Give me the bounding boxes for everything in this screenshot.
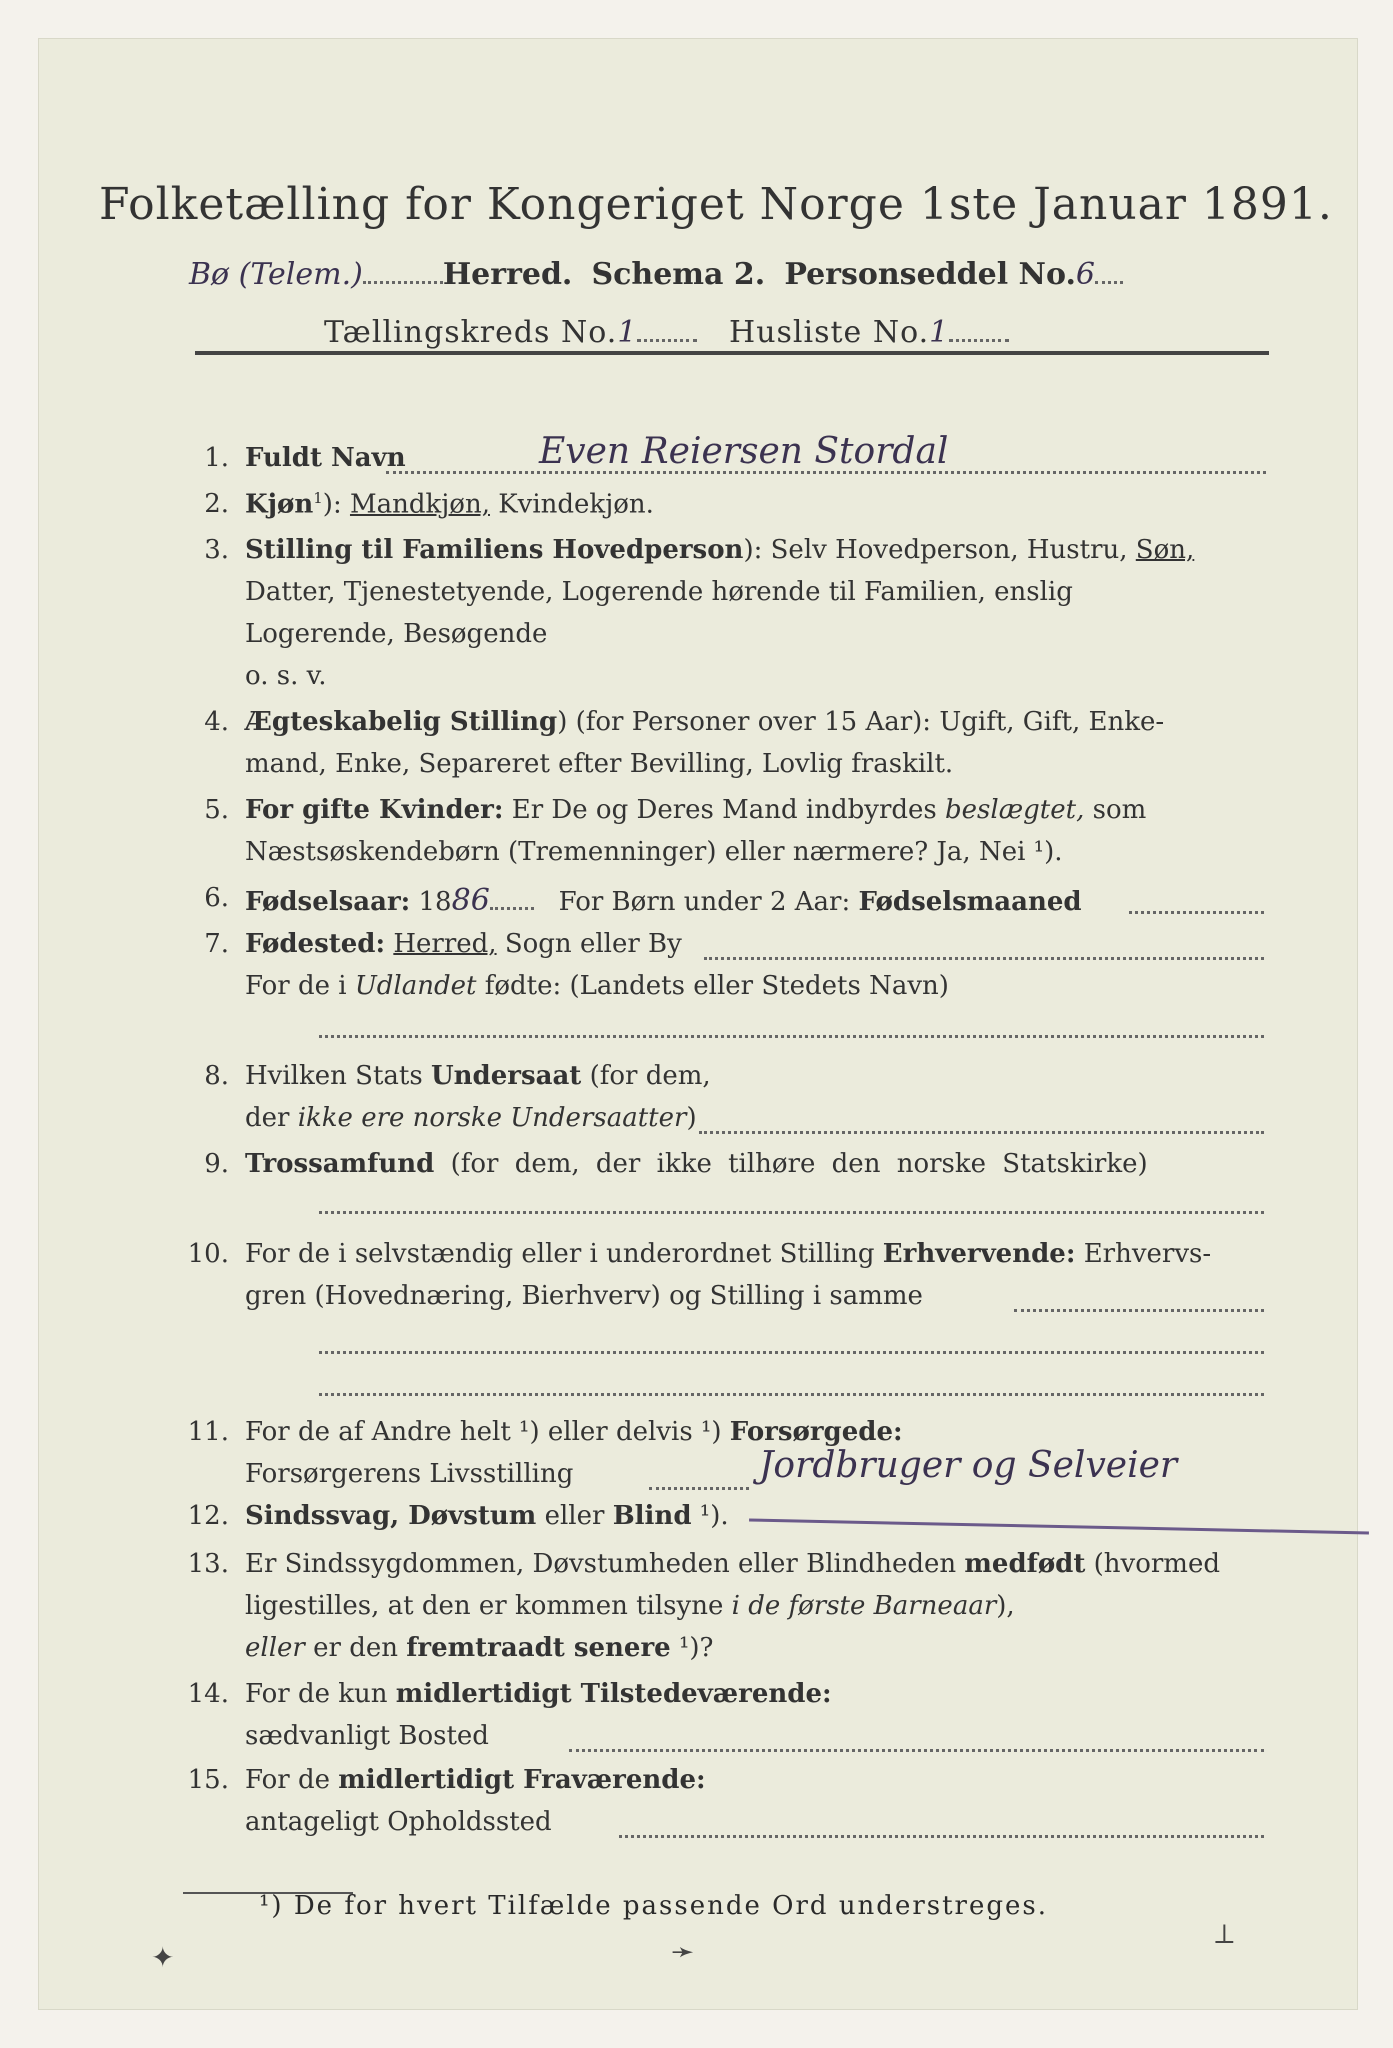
q13-line3-italic: eller (245, 1633, 305, 1663)
q10-number: 10. (187, 1239, 229, 1269)
q13-line2 (245, 1591, 1015, 1621)
q9-label: Trossamfund (245, 1149, 435, 1179)
q6-prefix: 18 (410, 887, 452, 917)
personseddel-label: Personseddel No. (784, 257, 1076, 292)
q5-line2: Næstsøskendebørn (Tremenninger) eller nærmere? Ja, Nei ¹). (245, 837, 1063, 867)
q13-medfodt-label: medfødt (964, 1549, 1086, 1579)
q8-line2 (245, 1103, 697, 1133)
q15-label: midlertidigt Fraværende: (338, 1765, 706, 1795)
q10-dotline-1 (1014, 1309, 1264, 1312)
q12-end: ¹). (691, 1501, 729, 1531)
q7-line2-a: For de i (245, 971, 355, 1001)
herred-line (189, 257, 1123, 292)
q12-blind-label: Blind (612, 1501, 692, 1531)
q13-line2-italic: i de første Barneaar (731, 1591, 997, 1621)
q9-number: 9. (204, 1149, 229, 1179)
q2-sup: 1 (313, 489, 323, 507)
q11-line2: Forsørgerens Livsstilling (245, 1459, 574, 1489)
q7-answer-dotline (319, 1035, 1264, 1038)
q13-line2-b: ), (996, 1591, 1015, 1621)
herred-label: Herred. (442, 257, 573, 292)
q10-dotline-2 (319, 1351, 1264, 1354)
schema-label: Schema 2. (591, 257, 766, 292)
q5-text-a: Er De og Deres Mand indbyrdes (503, 795, 946, 825)
q10-line2: gren (Hovednæring, Bierhverv) og Stilling i samme (245, 1281, 923, 1311)
personseddel-value: 6 (1075, 257, 1095, 292)
q11-number: 11. (187, 1417, 229, 1447)
q4-line2: mand, Enke, Separeret efter Bevilling, Lovlig fraskilt. (245, 749, 954, 779)
q11-dotline (649, 1487, 749, 1490)
q4-line1-rest: ) (for Personer over 15 Aar): Ugift, Gift, Enke- (557, 707, 1165, 737)
q10-erhvervende-label: Erhvervende: (882, 1239, 1076, 1269)
q13-line2-a: ligestilles, at den er kommen tilsyne (245, 1591, 732, 1621)
q6-number: 6. (204, 883, 229, 913)
husliste-label: Husliste No. (729, 315, 930, 350)
q8-undersaat-label: Undersaat (430, 1061, 582, 1091)
q7-line2 (245, 971, 949, 1001)
q7-option-herred: Herred, (393, 929, 497, 959)
q7-dotline (704, 957, 1264, 960)
q15-line2: antageligt Opholdssted (245, 1807, 552, 1837)
q6-dotline (1129, 911, 1264, 914)
q9-rest: (for dem, der ikke tilhøre den norske Statskirke) (434, 1149, 1148, 1179)
q15-dotline (619, 1835, 1264, 1838)
q12-label: Sindssvag, Døvstum (245, 1501, 537, 1531)
q3-option-son: Søn, (1135, 535, 1195, 565)
q4-label: Ægteskabelig Stilling (245, 707, 558, 737)
q6-label: Fødselsaar: (245, 887, 411, 917)
q13-line1-a: Er Sindssygdommen, Døvstumheden eller Blindheden (245, 1549, 965, 1579)
q5-label: For gifte Kvinder: (245, 795, 504, 825)
q14-label: midlertidigt Tilstedeværende: (395, 1679, 832, 1709)
q13-number: 13. (187, 1549, 229, 1579)
q13-line1-c: (hvormed (1085, 1549, 1220, 1579)
provider-occupation-value: Jordbruger og Selveier (759, 1445, 1178, 1486)
q2-option-mandkjon: Mandkjøn, (349, 489, 490, 520)
q3-line3: Logerende, Besøgende (245, 619, 548, 649)
q12-strike-line (749, 1519, 1369, 1535)
full-name-value: Even Reiersen Stordal (539, 431, 949, 472)
q11-line1-a: For de af Andre helt ¹) eller delvis ¹) (245, 1417, 730, 1447)
q7-line2-italic: Udlandet (354, 971, 477, 1001)
q11-forsorgede-label: Forsørgede: (729, 1417, 903, 1447)
q8-line1-a: Hvilken Stats (245, 1061, 431, 1091)
q13-line3 (245, 1633, 713, 1663)
q8-number: 8. (204, 1061, 229, 1091)
form-title: Folketælling for Kongeriget Norge 1ste Januar 1891. (99, 179, 1333, 230)
birth-year-value: 86 (451, 883, 490, 918)
q10-line1-a: For de i selvstændig eller i underordnet Stilling (245, 1239, 883, 1269)
herred-value: Bø (Telem.) (189, 257, 363, 292)
footnote: ¹) De for hvert Tilfælde passende Ord understreges. (259, 1891, 1049, 1921)
stray-mark-left: ✦ (151, 1941, 175, 1974)
q2-number: 2. (204, 489, 229, 519)
q8-line1-c: (for dem, (581, 1061, 711, 1091)
q7-line2-b: fødte: (Landets eller Stedets Navn) (476, 971, 949, 1001)
q2-option-kvindekjon: Kvindekjøn. (489, 489, 654, 520)
husliste-value: 1 (929, 315, 950, 350)
q5-number: 5. (204, 795, 229, 825)
q3-label: Stilling til Familiens Hovedperson (245, 535, 744, 565)
q9-dotline (319, 1211, 1264, 1214)
stray-mark-right: ⟂ (1215, 1917, 1234, 1950)
q15-line1-a: For de (245, 1765, 339, 1795)
q3-line1-rest: ): Selv Hovedperson, Hustru, (743, 535, 1128, 565)
q7-rest: Sogn eller By (496, 929, 682, 959)
kreds-line (324, 315, 1009, 350)
q1-number: 1. (204, 443, 229, 473)
q13-line3-c: ¹)? (670, 1633, 714, 1663)
census-form-sheet (38, 38, 1358, 2010)
q7-number: 7. (204, 929, 229, 959)
q2-rest: ): (322, 489, 350, 520)
q14-number: 14. (187, 1679, 229, 1709)
kreds-value: 1 (617, 315, 638, 350)
q3-line2: Datter, Tjenestetyende, Logerende hørende til Familien, enslig (245, 577, 1073, 607)
q4-number: 4. (204, 707, 229, 737)
q12-number: 12. (187, 1501, 229, 1531)
q14-dotline (569, 1749, 1264, 1752)
q12-mid: eller (536, 1501, 613, 1531)
q3-line4: o. s. v. (245, 661, 327, 691)
q8-line2-italic: ikke ere norske Undersaatter (297, 1103, 687, 1133)
q10-line1-c: Erhvervs- (1075, 1239, 1212, 1269)
q14-line2: sædvanligt Bosted (245, 1721, 489, 1751)
q6-rest: For Børn under 2 Aar: (558, 887, 859, 917)
q6-birth-month-label: Fødselsmaaned (858, 887, 1082, 917)
q13-line3-a: er den (304, 1633, 407, 1663)
q3-number: 3. (204, 535, 229, 565)
q13-senere-label: fremtraadt senere (406, 1633, 671, 1663)
q7-label: Fødested: (245, 929, 386, 959)
q1-label: Fuldt Navn (245, 443, 406, 473)
q14-line1-a: For de kun (245, 1679, 396, 1709)
q8-line2-b: ) (686, 1103, 697, 1133)
q5-text-italic: beslægtet, (945, 795, 1085, 825)
q8-dotline (699, 1131, 1264, 1134)
stray-mark-center: ➛ (671, 1935, 695, 1968)
q8-line2-a: der (245, 1103, 298, 1133)
q10-dotline-3 (319, 1393, 1264, 1396)
header-rule (195, 351, 1269, 355)
q15-number: 15. (187, 1765, 229, 1795)
q2-label: Kjøn (245, 489, 314, 520)
kreds-label: Tællingskreds No. (324, 315, 618, 350)
q5-text-b: som (1084, 795, 1147, 825)
